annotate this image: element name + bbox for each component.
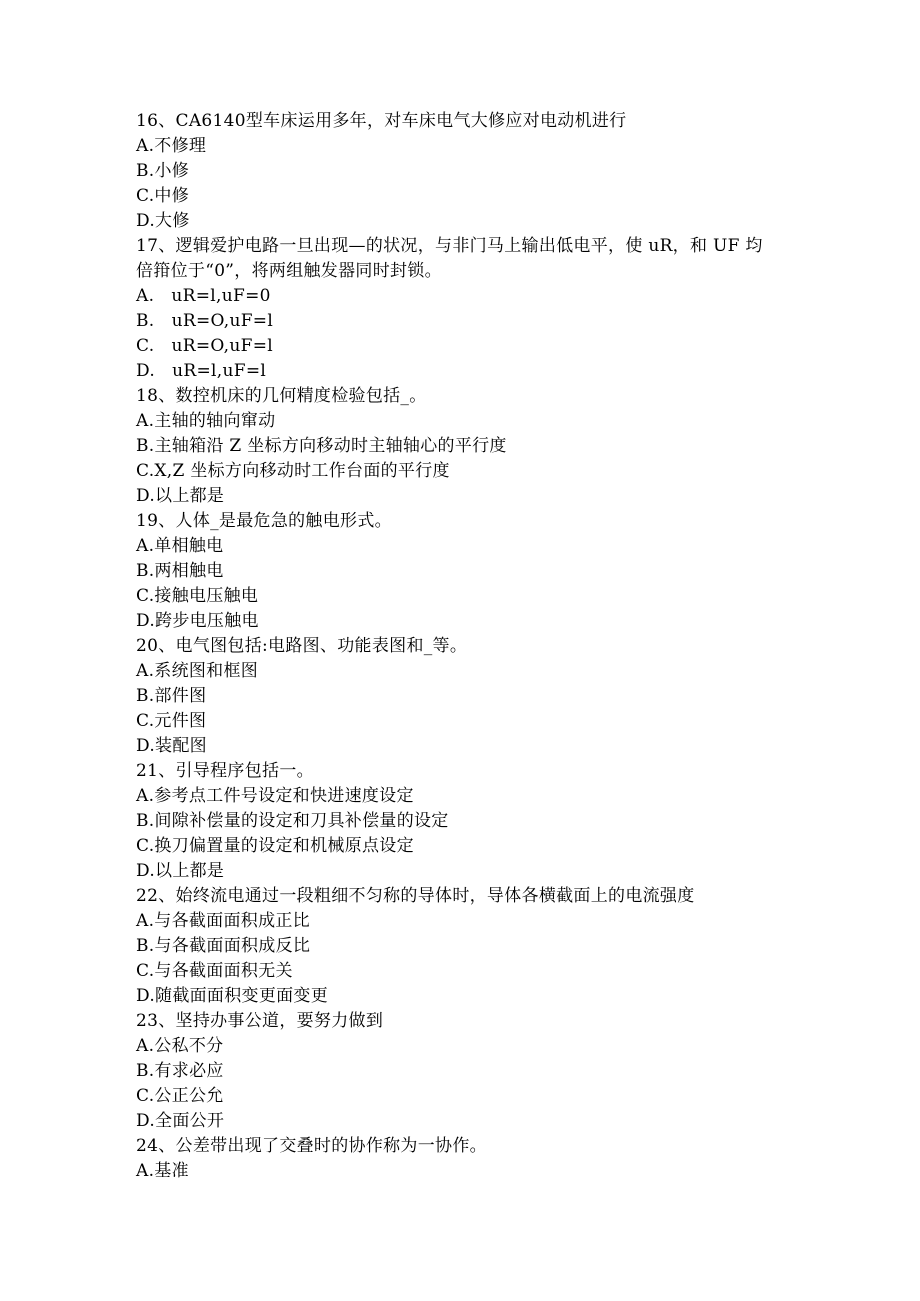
option: C.接触电压触电 (136, 586, 259, 606)
option: C.换刀偏置量的设定和机械原点设定 (136, 836, 414, 856)
question-stem: 23、坚持办事公道，要努力做到 (136, 1011, 384, 1031)
option: D.全面公开 (136, 1111, 225, 1131)
question-18 (136, 384, 836, 509)
option: A.公私不分 (136, 1036, 224, 1056)
question-24 (136, 1134, 836, 1184)
question-stem: 22、始终流电通过一段粗细不匀称的导体时，导体各横截面上的电流强度 (136, 886, 695, 906)
option: D. uR=l,uF=l (136, 361, 267, 381)
question-stem: 21、引导程序包括一。 (136, 761, 314, 781)
option: A.单相触电 (136, 536, 224, 556)
option: B.主轴箱沿 Z 坐标方向移动时主轴轴心的平行度 (136, 436, 507, 456)
option: D.以上都是 (136, 486, 225, 506)
question-stem: 16、CA6140型车床运用多年，对车床电气大修应对电动机进行 (136, 111, 627, 131)
option: B.两相触电 (136, 561, 224, 581)
question-17 (136, 234, 836, 384)
document-page (136, 109, 836, 1184)
option: C. uR=O,uF=l (136, 336, 273, 356)
question-20 (136, 634, 836, 759)
option: A.与各截面面积成正比 (136, 911, 310, 931)
option: D.大修 (136, 211, 190, 231)
option: D.跨步电压触电 (136, 611, 259, 631)
option: B.小修 (136, 161, 190, 181)
option: B.部件图 (136, 686, 207, 706)
option: A.系统图和框图 (136, 661, 259, 681)
option: C.与各截面面积无关 (136, 961, 293, 981)
question-16 (136, 109, 836, 234)
option: C.元件图 (136, 711, 207, 731)
option: C.X,Z 坐标方向移动时工作台面的平行度 (136, 461, 450, 481)
option: D.以上都是 (136, 861, 225, 881)
option: A.不修理 (136, 136, 207, 156)
question-stem: 18、数控机床的几何精度检验包括_。 (136, 386, 427, 406)
option: A. uR=l,uF=0 (136, 286, 271, 306)
option: A.主轴的轴向窜动 (136, 411, 276, 431)
option: D.装配图 (136, 736, 207, 756)
question-stem: 24、公差带出现了交叠时的协作称为一协作。 (136, 1136, 487, 1156)
option: C.公正公允 (136, 1086, 224, 1106)
question-23 (136, 1009, 836, 1134)
option: B.与各截面面积成反比 (136, 936, 311, 956)
question-19 (136, 509, 836, 634)
option: B.间隙补偿量的设定和刀具补偿量的设定 (136, 811, 449, 831)
question-22 (136, 884, 836, 1009)
question-stem: 19、人体_是最危急的触电形式。 (136, 511, 392, 531)
option: A.参考点工件号设定和快进速度设定 (136, 786, 414, 806)
question-stem: 20、电气图包括:电路图、功能表图和_等。 (136, 636, 468, 656)
question-21 (136, 759, 836, 884)
question-stem: 17、逻辑爱护电路一旦出现—的状况，与非门马上输出低电平，使 uR，和 UF 均倍箝位于“0”，将两组触发器同时封锁。 (136, 236, 763, 281)
option: A.基准 (136, 1161, 189, 1181)
option: B.有求必应 (136, 1061, 224, 1081)
option: B. uR=O,uF=l (136, 311, 274, 331)
option: D.随截面面积变更面变更 (136, 986, 329, 1006)
option: C.中修 (136, 186, 190, 206)
